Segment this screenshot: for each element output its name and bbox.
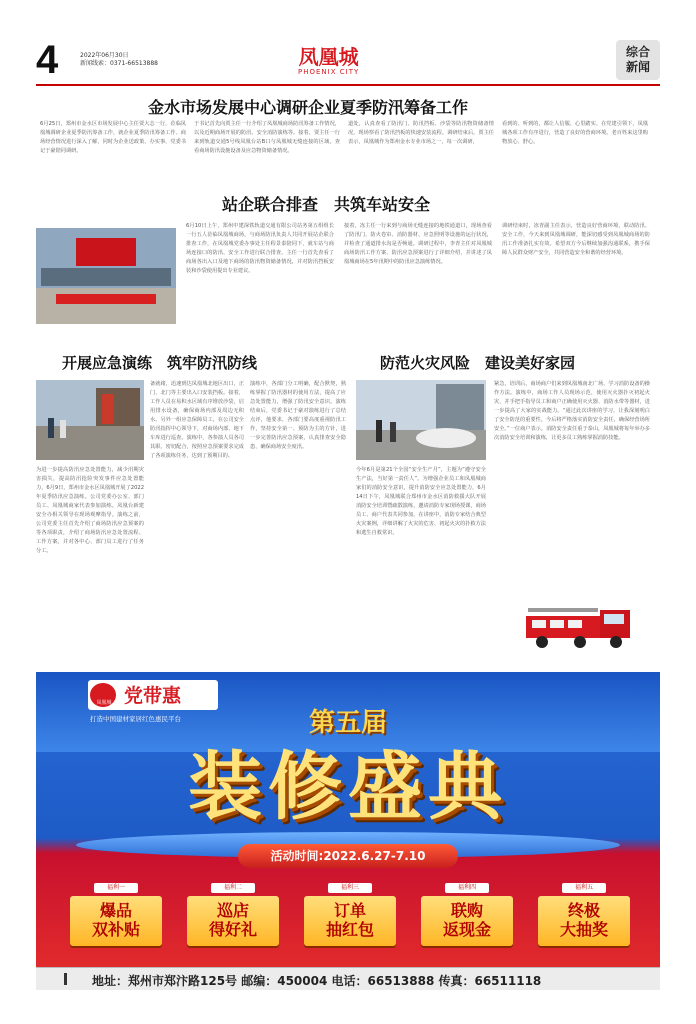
issue-date: 2022年06月30日 [80,52,129,59]
benefit-5-text: 终极 大抽奖 [559,901,608,939]
drill-photo-image [36,380,144,460]
masthead-logo [298,46,359,76]
ad-edition: 第五届 [308,708,387,738]
header-meta [80,52,158,68]
article1-col2: 于书记首先向贾主任一行介绍了凤凰城商场防汛筹备工作情况，以及近期商场开展的防汛、安全消防演练等。接着，贾主任一行来到轨道交通5号线凤凰台站B口与凤凰城无缝连接的区域，查看商场防汛设施设备及应急物资储备情况。 [194,121,340,154]
activity-time: 活动时间:2022.6.27-7.10 [238,844,458,868]
article3-col3: 演练中，各部门分工明确，配合默契，熟练掌握了防汛器材的使用方法，提高了应急处置能力，增强了防汛安全意识。演练结束后，党委书记于豪对演练进行了总结点评，他要求，各部门要高度重视防汛工作，坚持安全第一、预防为主的方针，进一步完善防汛应急预案，认真排查安全隐患，确保商场安全度汛。 [250,381,346,450]
page-footer [36,967,660,990]
fire-drill-photo-image [356,380,486,460]
benefit-2-label: 福利二 [211,883,255,893]
article3-col2: 备就绪，迅速到达凤凰城北地区出口，正门、北门等主要出入口安装挡板。接着，工作人员在易积水区域有序堆放沙袋，启用排水设备，确保商场内部及周边无积水。另外一组应急保障员工，在公司安全防汛指挥中心领导下，对商场内部、地下车库进行巡查。演练中，各参演人员各司其职、密切配合，按照应急预案要求完成了各项演练任务，达到了预期目的。 [150,381,244,459]
article4-title: 防范火灾风险 建设美好家园 [380,354,576,372]
article2-col1: 6月10日上午，郑州中建深铁轨道交通有限公司站务第五组组长一行五人莅临凤凰城商场，与商场防汛负责人共同开展站企联合排查工作，在凤凰城党委办事处主任程景泰陪同下，就车站与商场连接口的防汛、安全工作进行联合排查。主任一行首先查看了商场各出入口及地下商场的防汛物资储备情况，并对防汛挡板安装和沙袋使用提出专业建议。 [186,223,334,274]
article1-title: 金水市场发展中心调研企业夏季防汛筹备工作 [148,98,469,117]
ad-main-title: 装修盛典 [188,744,508,830]
page-number: 4 [36,38,59,82]
brand-tagline: 打造中国建材家居红色惠民平台 [90,715,181,723]
footer-marker [64,973,67,985]
article3-title: 开展应急演练 筑牢防汛防线 [62,354,258,372]
article3-col1: 为进一步提高防汛应急处置能力，减少汛期灾害损失，提高防汛抢险突发事件应急处置能力，6月9日，郑州市金水区凤凰城开展了2022年夏季防汛应急演练。公司党委办公室、部门员工、凤凰城商家代表参加演练。凤凰台新建安全办相关领导在现场观摩指导。演练之前，公司党委主任首先介绍了商场防汛应急预案的等各项职责，介绍了商场防汛应急处置流程、工作方案，并对各中心、部门员工进行了任务分工。 [36,467,144,554]
fire-truck-icon [522,600,634,652]
article2-col2: 接着，冻主任一行来到与商场无缝连接的地铁通道口，现场查看了防汛门、防火卷帘、消防器材、应急照明等设施的运行状况，并检查了通道排水沟是否畅通。调研过程中，李青主任对凤凰城商场防汛工作方案、防汛应急预案进行了详细介绍，并讲述了凤凰城商场在5年汛期中的防汛应急演练情况。 [344,223,492,265]
benefit-2 [187,884,279,948]
article1-col4: 看到的、听到的，都让人信服、心里踏实。在党建引领下，凤凰城各项工作有序进行，营造了良好的营商环境。老百姓来这里购物放心、舒心。 [502,121,648,145]
benefit-3-label: 福利三 [328,883,372,893]
article2-col3: 调研结束时，冻青副主任表示，营造良好营商环境，联动防汛、安全工作，今天来到凤凰城调研，能深切感受到凤凰城商场的防汛工作准备扎实有效。希望双方今后继续加强沟通联系，携手保障人民群众财产安全，共同营造安全和谐的经营环境。 [502,223,650,256]
news-hotline: 新闻线索：0371-66513888 [80,60,158,67]
logo-chinese: 凤凰城 [298,45,359,69]
benefit-3 [304,884,396,948]
article4-col2: 紧急，培训后，商场商户们来到凤凰城南北广场，学习消防设备的操作方法。演练中，商场工作人员现场示范，使用灭火器扑灭初起火灾，并手把手指导员工和商户正确使用灭火器、消防水带等器材，进一步提高了大家的实战能力。“通过此次讲座的学习，让我深刻明白了安全防范的重要性。今后将严格落实消防安全责任，确保经营场所安全。”一位商户表示。消防安全责任重于泰山，凤凰城将每年举办多次消防安全培训和演练，让更多员工熟练掌握消防技能。 [494,381,650,441]
benefit-1 [70,884,162,948]
benefit-3-text: 订单 抽红包 [325,901,374,939]
benefit-4 [421,884,513,948]
benefit-2-text: 巡店 得好礼 [208,901,257,939]
benefit-4-label: 福利四 [445,883,489,893]
benefits-row [70,884,630,952]
header-rule [36,84,660,86]
article4-photo [356,380,486,460]
article2-photo [36,228,176,324]
article2-title: 站企联合排查 共筑车站安全 [222,195,431,214]
benefit-5 [538,884,630,948]
promo-advertisement [36,672,660,974]
article3-photo [36,380,144,460]
brand-name: 党带惠 [124,685,182,707]
footer-contact: 地址：郑州市郑汴路125号 邮编：450004 电话：66513888 传真：66511118 [92,974,542,988]
article4-col1: 今年6月是第21个全国“安全生产月”，主题为“遵守安全生产法，当好第一责任人”。为增强企业员工和凤凰城商家们的消防安全意识，提升消防安全应急处置能力，6月14日下午，凤凰城联合郑州市金水区消防救援大队开展消防安全培训暨疏散演练，邀请消防专家现场授课，商场员工、商户代表共同参加。在讲座中，消防专家结合典型火灾案例，详细讲解了火灾的危害、初起火灾的扑救方法和逃生自救常识。 [356,467,486,536]
page-header [36,40,660,80]
fire-truck-illustration [522,600,634,652]
benefit-1-text: 爆品 双补贴 [91,901,140,939]
benefit-1-label: 福利一 [94,883,138,893]
article1-col3: 道处，认真查看了防汛门、防汛挡板、沙袋等防汛物资储备情况，现场察看了防汛挡板的快速安装流程。调研结束后，贾主任表示，凤凰城作为郑州金水专业市场之一，每一次调研， [348,121,494,145]
group-photo-image [36,228,176,324]
article1-col1: 6月25日，郑州市金水区市场发展中心主任贾大志一行，莅临凤凰城调研企业夏季防汛筹备工作，就企业夏季防汛筹备工作、商场经营情况进行深入了解，同时为企业送政策，办实事，党委书记于豪陪同调研。 [40,121,186,154]
logo-english: PHOENIX CITY [298,68,360,76]
brand-logo-text: 凤凰城 [96,700,112,706]
section-badge: 综合 新闻 [616,40,660,80]
benefit-4-text: 联购 返现金 [442,901,491,939]
benefit-5-label: 福利五 [562,883,606,893]
